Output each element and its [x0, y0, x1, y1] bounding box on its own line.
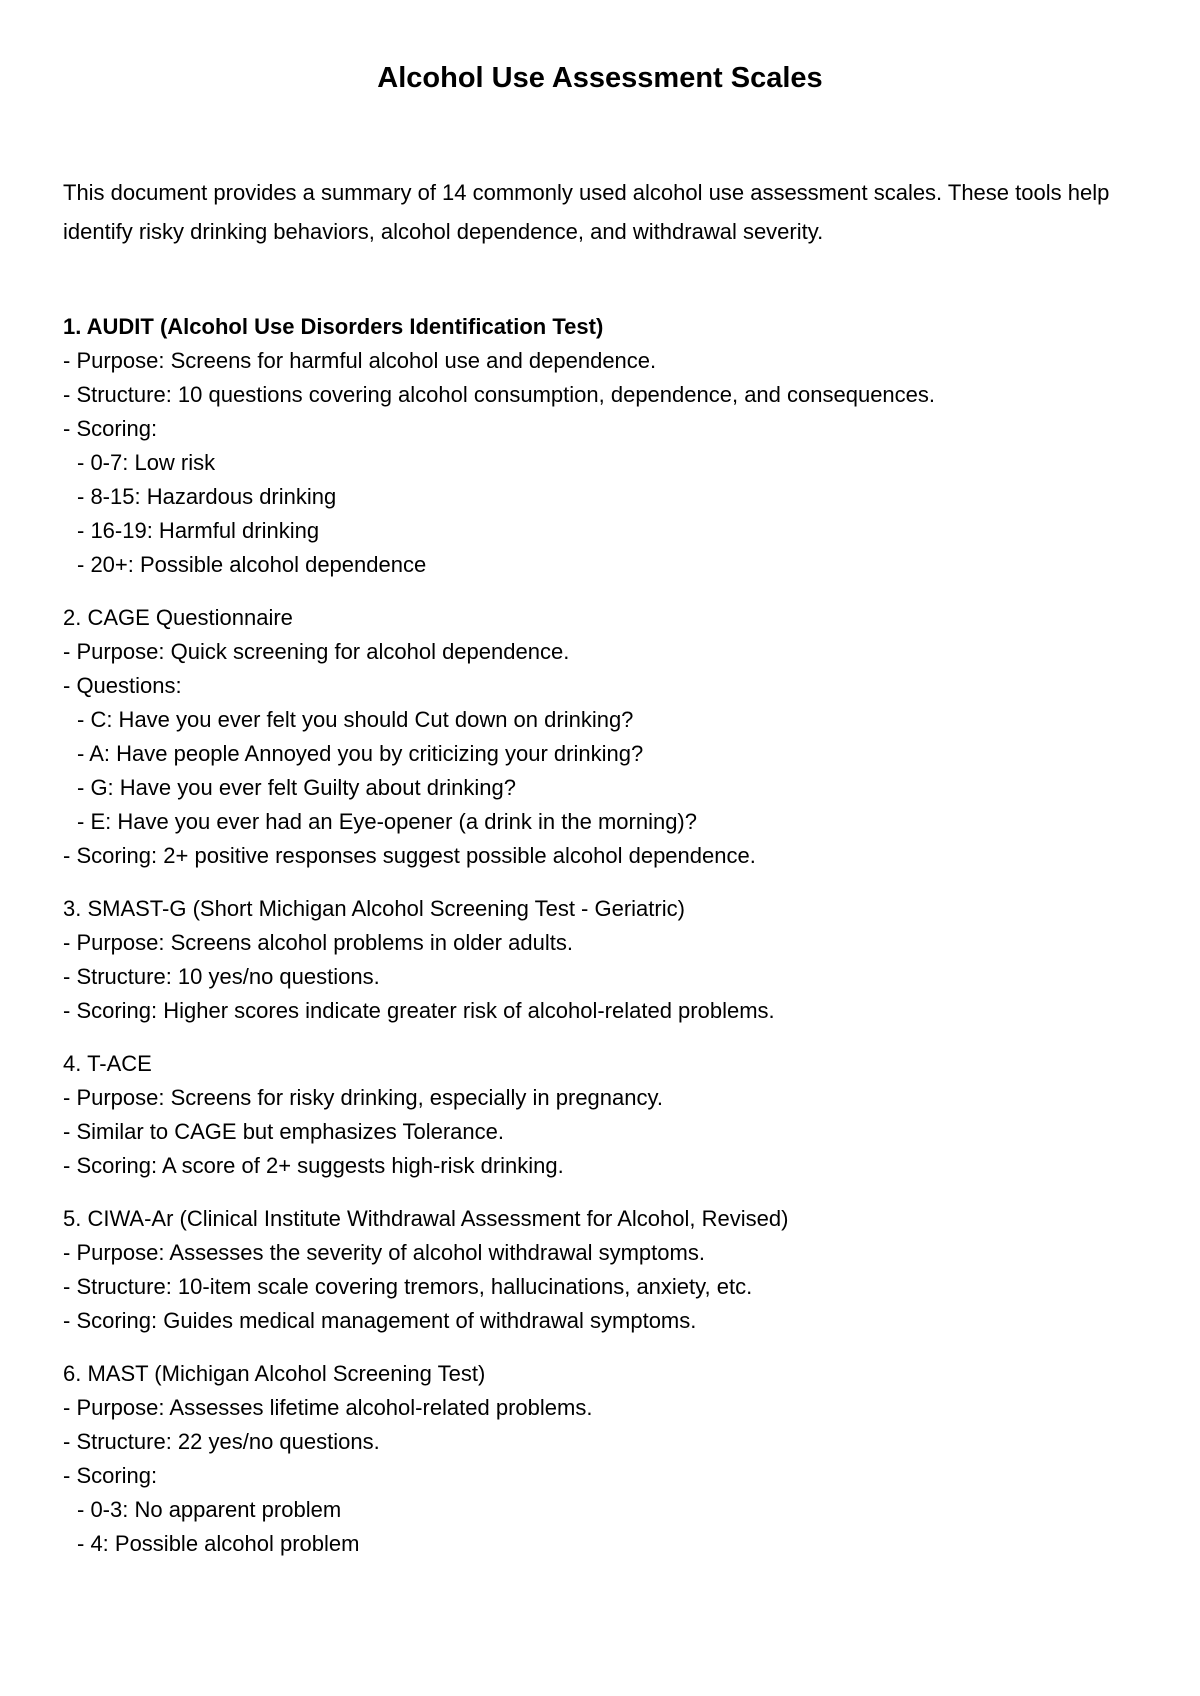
sub-list-item: - G: Have you ever felt Guilty about drinking?: [77, 775, 516, 800]
section-heading: 2. CAGE Questionnaire: [63, 605, 293, 630]
sub-list-item: - E: Have you ever had an Eye-opener (a drink in the morning)?: [77, 809, 697, 834]
sub-list-item: - 16-19: Harmful drinking: [77, 518, 320, 543]
sub-list-item: - C: Have you ever felt you should Cut down on drinking?: [77, 707, 634, 732]
scale-section: [63, 1047, 1148, 1183]
list-item: - Scoring:: [63, 1463, 158, 1488]
sub-list-item: - 0-7: Low risk: [77, 450, 216, 475]
list-item: - Purpose: Screens for harmful alcohol use and dependence.: [63, 348, 657, 373]
list-item: - Purpose: Screens for risky drinking, especially in pregnancy.: [63, 1085, 663, 1110]
scale-section: [63, 601, 1148, 873]
list-item: - Purpose: Assesses lifetime alcohol-related problems.: [63, 1395, 593, 1420]
scale-section: [63, 310, 1148, 582]
list-item: - Structure: 10 questions covering alcohol consumption, dependence, and consequences.: [63, 382, 936, 407]
list-item: - Scoring: 2+ positive responses suggest possible alcohol dependence.: [63, 843, 756, 868]
list-item: - Questions:: [63, 673, 182, 698]
sub-list-item: - 8-15: Hazardous drinking: [77, 484, 337, 509]
list-item: - Similar to CAGE but emphasizes Tolerance.: [63, 1119, 504, 1144]
section-heading: 5. CIWA-Ar (Clinical Institute Withdrawal Assessment for Alcohol, Revised): [63, 1206, 789, 1231]
list-item: - Scoring: A score of 2+ suggests high-risk drinking.: [63, 1153, 564, 1178]
section-heading: 1. AUDIT (Alcohol Use Disorders Identification Test): [63, 314, 604, 339]
list-item: - Scoring: Guides medical management of withdrawal symptoms.: [63, 1308, 697, 1333]
list-item: - Structure: 10 yes/no questions.: [63, 964, 380, 989]
list-item: - Structure: 22 yes/no questions.: [63, 1429, 380, 1454]
list-item: - Structure: 10-item scale covering tremors, hallucinations, anxiety, etc.: [63, 1274, 753, 1299]
scale-section: [63, 892, 1148, 1028]
intro-paragraph: This document provides a summary of 14 commonly used alcohol use assessment scales. These tools help identify risky drinking behaviors, alcohol dependence, and withdrawal severity.: [63, 180, 1110, 244]
list-item: - Scoring: Higher scores indicate greater risk of alcohol-related problems.: [63, 998, 775, 1023]
sub-list-item: - 4: Possible alcohol problem: [77, 1531, 360, 1556]
list-item: - Scoring:: [63, 416, 158, 441]
list-item: - Purpose: Screens alcohol problems in older adults.: [63, 930, 573, 955]
document-title: Alcohol Use Assessment Scales: [377, 62, 823, 94]
section-heading: 4. T-ACE: [63, 1051, 152, 1076]
sub-list-item: - A: Have people Annoyed you by criticizing your drinking?: [77, 741, 644, 766]
sub-list-item: - 0-3: No apparent problem: [77, 1497, 342, 1522]
scale-sections: [63, 310, 1148, 1580]
list-item: - Purpose: Assesses the severity of alcohol withdrawal symptoms.: [63, 1240, 705, 1265]
section-heading: 3. SMAST-G (Short Michigan Alcohol Screening Test - Geriatric): [63, 896, 685, 921]
sub-list-item: - 20+: Possible alcohol dependence: [77, 552, 427, 577]
scale-section: [63, 1357, 1148, 1561]
section-heading: 6. MAST (Michigan Alcohol Screening Test): [63, 1361, 486, 1386]
list-item: - Purpose: Quick screening for alcohol dependence.: [63, 639, 570, 664]
scale-section: [63, 1202, 1148, 1338]
